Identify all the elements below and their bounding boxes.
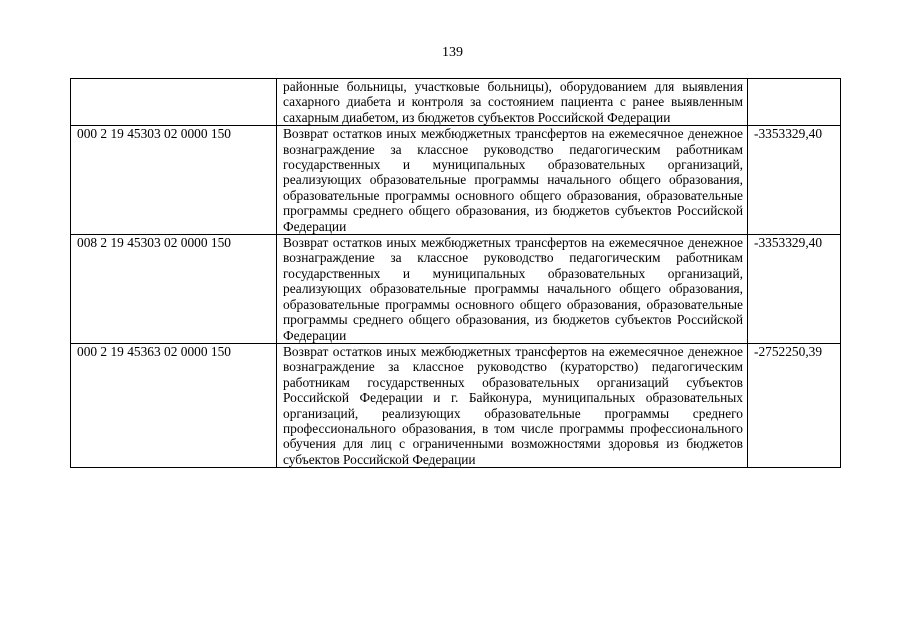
budget-code-cell	[71, 79, 277, 126]
amount-cell: -2752250,39	[748, 343, 841, 467]
amount-cell: -3353329,40	[748, 126, 841, 235]
description-cell: Возврат остатков иных межбюджетных трансфертов на ежемесячное денежное вознаграждение за классное руководство (кураторство) педагогическим работникам государственных образовательных организаций субъектов Российской Федерации и г. Байконура, муниципальных образовательных организаций, реализующих образовательные программы среднего профессионального образования, в том числе программы профессионального обучения для лиц с ограниченными возможностями здоровья из бюджетов субъектов Российской Федерации	[277, 343, 748, 467]
table-row	[71, 79, 841, 126]
description-cell: Возврат остатков иных межбюджетных трансфертов на ежемесячное денежное вознаграждение за классное руководство педагогическим работникам государственных и муниципальных образовательных организаций, реализующих образовательные программы начального общего образования, образовательные программы основного общего образования, образовательные программы среднего общего образования, из бюджетов субъектов Российской Федерации	[277, 126, 748, 235]
page-number: 139	[442, 45, 463, 60]
amount-cell	[748, 79, 841, 126]
budget-table	[70, 78, 841, 468]
budget-code-cell: 000 2 19 45303 02 0000 150	[71, 126, 277, 235]
table-row	[71, 343, 841, 467]
table-row	[71, 235, 841, 344]
budget-code-cell: 008 2 19 45303 02 0000 150	[71, 235, 277, 344]
table-row	[71, 126, 841, 235]
description-cell: Возврат остатков иных межбюджетных трансфертов на ежемесячное денежное вознаграждение за классное руководство педагогическим работникам государственных и муниципальных образовательных организаций, реализующих образовательные программы начального общего образования, образовательные программы основного общего образования, образовательные программы среднего общего образования, из бюджетов субъектов Российской Федерации	[277, 235, 748, 344]
description-cell: районные больницы, участковые больницы), оборудованием для выявления сахарного диабета и контроля за состоянием пациента с ранее выявленным сахарным диабетом, из бюджетов субъектов Российской Федерации	[277, 79, 748, 126]
budget-code-cell: 000 2 19 45363 02 0000 150	[71, 343, 277, 467]
amount-cell: -3353329,40	[748, 235, 841, 344]
